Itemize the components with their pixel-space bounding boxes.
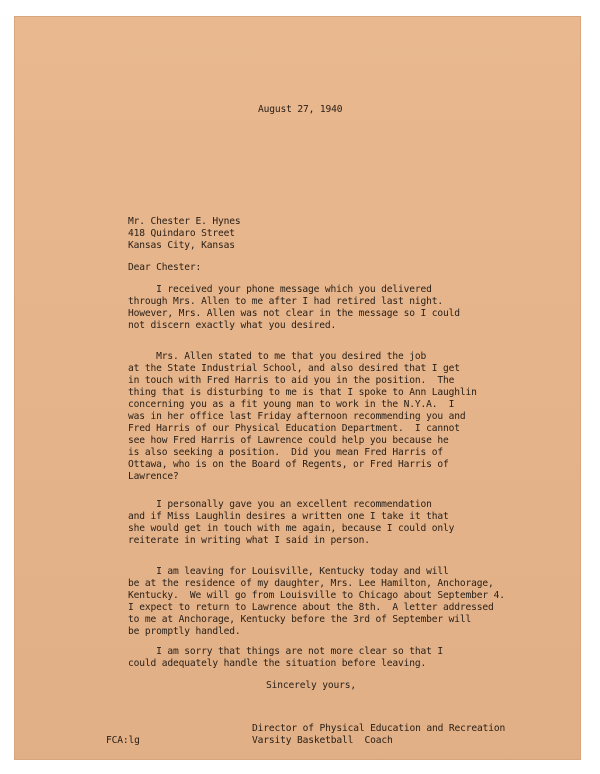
paragraph-line: I am leaving for Louisville, Kentucky today and will (128, 566, 449, 577)
paragraph-line: Fred Harris of our Physical Education Department. I cannot (128, 423, 460, 434)
paragraph-line: I personally gave you an excellent recommendation (128, 499, 432, 510)
paragraph-line: be at the residence of my daughter, Mrs. Lee Hamilton, Anchorage, (128, 578, 494, 589)
paragraph-line: in touch with Fred Harris to aid you in the position. The (128, 375, 455, 386)
letter-date: August 27, 1940 (258, 104, 343, 115)
paragraph-line: at the State Industrial School, and also desired that I get (128, 363, 460, 374)
paragraph-line: concerning you as a fit young man to work in the N.Y.A. I (128, 399, 455, 410)
paragraph-line: through Mrs. Allen to me after I had retired last night. (128, 296, 444, 307)
recipient-street: 418 Quindaro Street (128, 228, 235, 239)
paragraph-line: I am sorry that things are not more clear so that I (128, 646, 444, 657)
closing: Sincerely yours, (266, 680, 357, 691)
signature-title-line: Varsity Basketball Coach (252, 735, 393, 746)
paragraph-2 (128, 351, 477, 483)
paragraph-line: Mrs. Allen stated to me that you desired the job (128, 351, 427, 362)
paragraph-line: I received your phone message which you delivered (128, 284, 432, 295)
paragraph-line: not discern exactly what you desired. (128, 320, 337, 331)
paragraph-line: was in her office last Friday afternoon recommending you and (128, 411, 466, 422)
recipient-address (128, 216, 241, 252)
paragraph-line: However, Mrs. Allen was not clear in the message so I could (128, 308, 460, 319)
paragraph-5 (128, 646, 443, 670)
paragraph-line: be promptly handled. (128, 626, 241, 637)
paragraph-line: is also seeking a position. Did you mean Fred Harris of (128, 447, 444, 458)
paragraph-line: she would get in touch with me again, because I could only (128, 523, 455, 534)
paragraph-line: Kentucky. We will go from Louisville to Chicago about September 4. (128, 590, 505, 601)
paragraph-line: could adequately handle the situation before leaving. (128, 658, 427, 669)
paragraph-line: and if Miss Laughlin desires a written one I take it that (128, 511, 449, 522)
paragraph-3 (128, 499, 454, 547)
paragraph-line: I expect to return to Lawrence about the 8th. A letter addressed (128, 602, 494, 613)
paragraph-line: Lawrence? (128, 471, 179, 482)
recipient-name: Mr. Chester E. Hynes (128, 216, 241, 227)
paragraph-4 (128, 566, 505, 638)
paragraph-line: to me at Anchorage, Kentucky before the 3rd of September will (128, 614, 472, 625)
paragraph-line: Ottawa, who is on the Board of Regents, or Fred Harris of (128, 459, 449, 470)
signature-title-line: Director of Physical Education and Recreation (252, 723, 506, 734)
paragraph-1 (128, 284, 460, 332)
signature-title (252, 723, 505, 747)
paragraph-line: thing that is disturbing to me is that I spoke to Ann Laughlin (128, 387, 477, 398)
paragraph-line: reiterate in writing what I said in person. (128, 535, 370, 546)
reference-initials: FCA:lg (106, 735, 140, 746)
letter-page (14, 16, 581, 760)
salutation: Dear Chester: (128, 262, 202, 273)
recipient-city: Kansas City, Kansas (128, 240, 235, 251)
paragraph-line: see how Fred Harris of Lawrence could help you because he (128, 435, 449, 446)
